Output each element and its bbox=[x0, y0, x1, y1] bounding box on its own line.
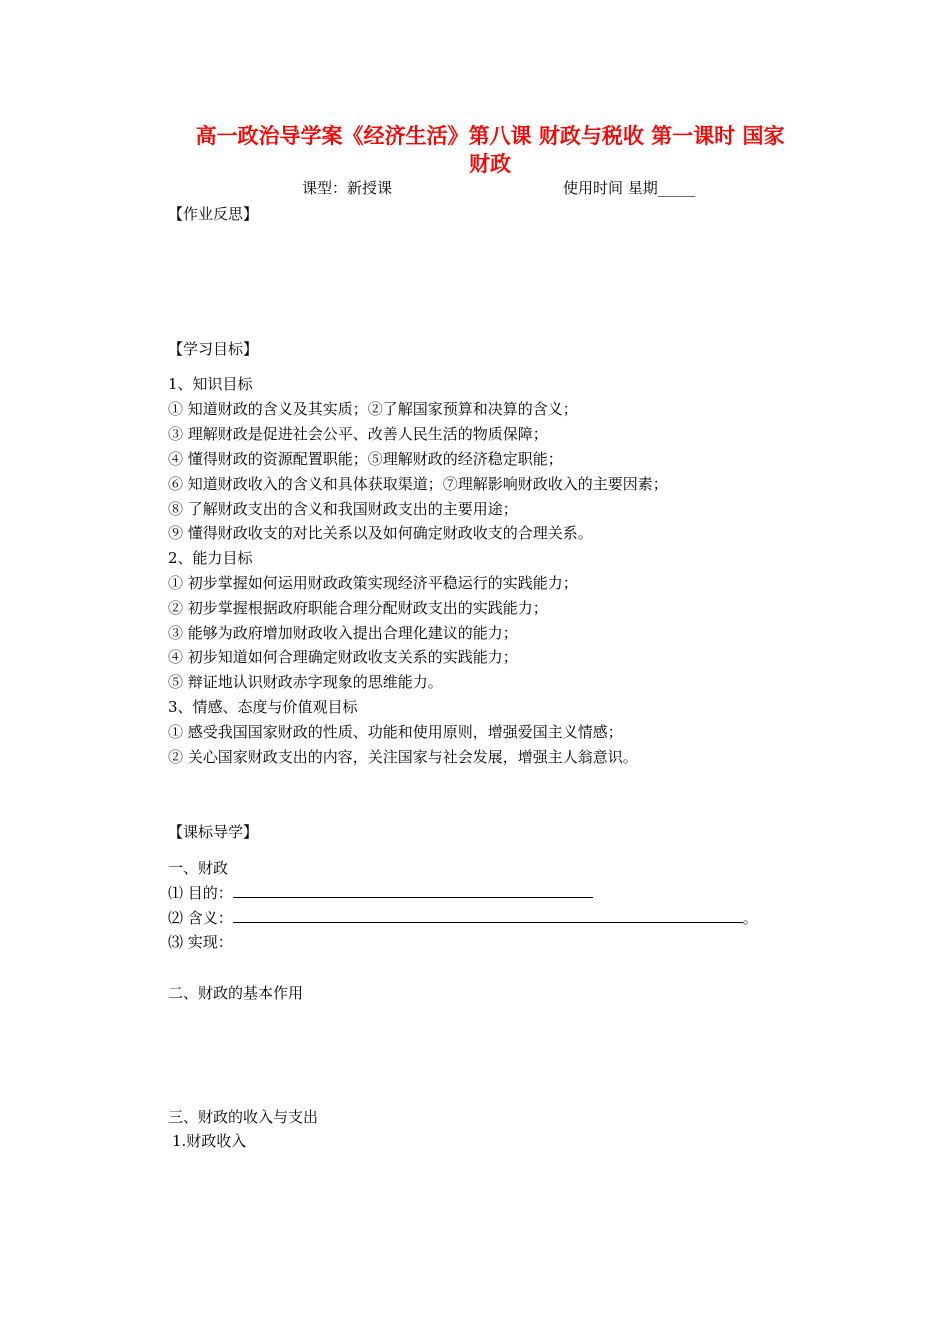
meaning-end-mark: 。 bbox=[742, 909, 758, 927]
ability-goal-item: ② 初步掌握根据政府职能合理分配财政支出的实践能力； bbox=[168, 599, 548, 617]
ability-goal-item: ③ 能够为政府增加财政收入提出合理化建议的能力； bbox=[168, 624, 518, 642]
document-title-line2: 财政 bbox=[469, 152, 511, 176]
ability-goals-title: 2、能力目标 bbox=[168, 549, 253, 567]
purpose-row bbox=[168, 883, 593, 903]
use-time: 使用时间 星期_____ bbox=[563, 179, 696, 197]
lesson-type: 课型：新授课 bbox=[302, 179, 393, 197]
section-income-expense-title: 三、财政的收入与支出 bbox=[168, 1108, 319, 1126]
meaning-row bbox=[168, 908, 758, 928]
realize-label: ⑶ 实现： bbox=[168, 933, 233, 951]
purpose-label: ⑴ 目的： bbox=[168, 884, 233, 902]
finance-income-subtitle: 1.财政收入 bbox=[172, 1132, 247, 1150]
knowledge-goal-item: ③ 理解财政是促进社会公平、改善人民生活的物质保障； bbox=[168, 425, 548, 443]
learning-goals-heading: 【学习目标】 bbox=[168, 340, 259, 358]
purpose-blank[interactable] bbox=[233, 883, 593, 898]
ability-goal-item: ⑤ 辩证地认识财政赤字现象的思维能力。 bbox=[168, 673, 443, 691]
values-goal-item: ② 关心国家财政支出的内容，关注国家与社会发展，增强主人翁意识。 bbox=[168, 748, 638, 766]
knowledge-goal-item: ④ 懂得财政的资源配置职能；⑤理解财政的经济稳定职能； bbox=[168, 450, 563, 468]
knowledge-goal-item: ⑥ 知道财政收入的含义和具体获取渠道；⑦理解影响财政收入的主要因素； bbox=[168, 475, 668, 493]
meaning-label: ⑵ 含义： bbox=[168, 909, 233, 927]
knowledge-goals-title: 1、知识目标 bbox=[168, 375, 253, 393]
knowledge-goal-item: ① 知道财政的含义及其实质；②了解国家预算和决算的含义； bbox=[168, 400, 578, 418]
knowledge-goal-item: ⑨ 懂得财政收支的对比关系以及如何确定财政收支的合理关系。 bbox=[168, 524, 593, 542]
ability-goal-item: ④ 初步知道如何合理确定财政收支关系的实践能力； bbox=[168, 648, 518, 666]
section-basic-role-title: 二、财政的基本作用 bbox=[168, 984, 304, 1002]
knowledge-goal-item: ⑧ 了解财政支出的含义和我国财政支出的主要用途； bbox=[168, 500, 518, 518]
values-goal-item: ① 感受我国国家财政的性质、功能和使用原则，增强爱国主义情感； bbox=[168, 723, 623, 741]
ability-goal-item: ① 初步掌握如何运用财政政策实现经济平稳运行的实践能力； bbox=[168, 574, 578, 592]
document-title-line1: 高一政治导学案《经济生活》第八课 财政与税收 第一课时 国家 bbox=[195, 124, 785, 148]
homework-reflection-heading: 【作业反思】 bbox=[168, 205, 259, 223]
meaning-blank[interactable] bbox=[233, 908, 743, 923]
section-finance-title: 一、财政 bbox=[168, 859, 229, 877]
guide-heading: 【课标导学】 bbox=[168, 823, 259, 841]
values-goals-title: 3、情感、态度与价值观目标 bbox=[168, 698, 358, 716]
